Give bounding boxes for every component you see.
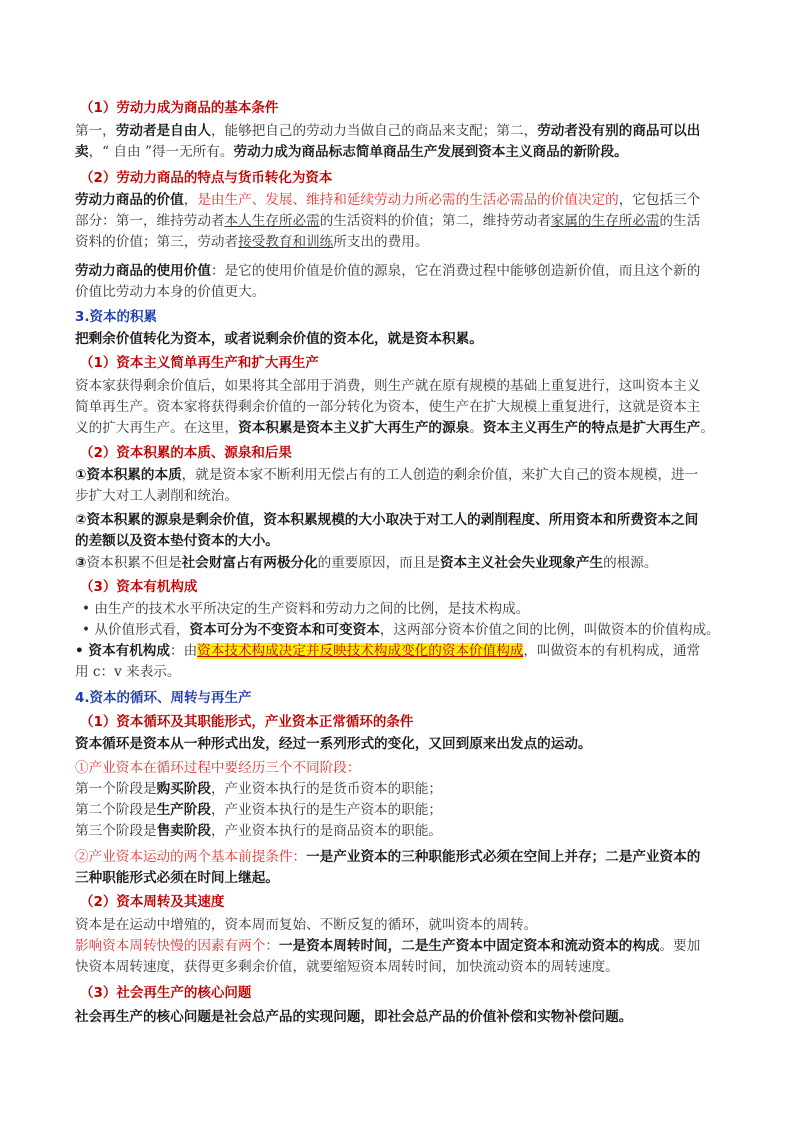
paragraph-line: 资本家获得剩余价值后，如果将其全部用于消费，则生产就在原有规模的基础上重复进行，这叫资本主义 xyxy=(75,378,701,394)
paragraph-line: 第一个阶段是购买阶段，产业资本执行的是货币资本的职能； xyxy=(75,781,443,797)
paragraph-line: 资本是在运动中增殖的，资本周而复始、不断反复的循环，就叫资本的周转。 xyxy=(75,917,538,933)
paragraph-line: 资料的价值；第三，劳动者接受教育和训练所支出的费用。 xyxy=(75,234,429,250)
paragraph-line: 劳动力商品的价值，是由生产、发展、维持和延续劳动力所必需的生活必需品的价值决定的，它包括三个 xyxy=(75,192,701,208)
paragraph-line: 价值比劳动力本身的价值更大。 xyxy=(75,284,266,300)
paragraph-line: 第三个阶段是售卖阶段，产业资本执行的是商品资本的职能。 xyxy=(75,823,443,839)
heading-labor-commodity-features: （2）劳动力商品的特点与货币转化为资本 xyxy=(80,170,333,186)
paragraph-line: 步扩大对工人剥削和统治。 xyxy=(75,488,239,504)
heading-social-reproduction: （3）社会再生产的核心问题 xyxy=(80,985,252,1001)
paragraph-line: 部分：第一，维持劳动者本人生存所必需的生活资料的价值；第二，维持劳动者家属的生存所必需的生活 xyxy=(75,213,701,229)
paragraph-line: ①资本积累的本质，就是资本家不断利用无偿占有的工人创造的剩余价值，来扩大自己的资本规模，进一 xyxy=(75,467,699,483)
paragraph-line: 影响资本周转快慢的因素有两个：一是资本周转时间，二是生产资本中固定资本和流动资本的构成。要加 xyxy=(75,938,701,954)
heading-essence: （2）资本积累的本质、源泉和后果 xyxy=(80,445,292,461)
paragraph-line: 第二个阶段是生产阶段，产业资本执行的是生产资本的职能； xyxy=(75,802,443,818)
heading-circulation: 4.资本的循环、周转与再生产 xyxy=(75,690,252,706)
paragraph-line: ②资本积累的源泉是剩余价值，资本积累规模的大小取决于对工人的剥削程度、所用资本和所费资本之间 xyxy=(75,512,699,528)
heading-organic-composition: （3）资本有机构成 xyxy=(80,579,198,595)
definition-circuit: 资本循环是资本从一种形式出发，经过一系列形式的变化，又回到原来出发点的运动。 xyxy=(75,736,592,752)
paragraph-line: 的差额以及资本垫付资本的大小。 xyxy=(75,533,279,549)
heading-reproduction: （1）资本主义简单再生产和扩大再生产 xyxy=(80,355,319,371)
paragraph-line: 快资本周转速度，获得更多剩余价值，就要缩短资本周转时间，加快流动资本的周转速度。 xyxy=(75,959,619,975)
heading-circuit-forms: （1）资本循环及其职能形式，产业资本正常循环的条件 xyxy=(80,714,414,730)
paragraph-line: ②产业资本运动的两个基本前提条件：一是产业资本的三种职能形式必须在空间上并存；二是产业资本的 xyxy=(75,849,701,865)
heading-turnover: （2）资本周转及其速度 xyxy=(80,894,225,910)
paragraph-line: 第一，劳动者是自由人，能够把自己的劳动力当做自己的商品来支配；第二，劳动者没有别的商品可以出 xyxy=(75,123,701,139)
highlighted-text: 资本技术构成决定并反映技术构成变化的资本价值构成 xyxy=(197,643,524,659)
bullet-item: • 从价值形式看，资本可分为不变资本和可变资本，这两部分资本价值之间的比例，叫做资本的价值构成。 xyxy=(82,622,720,638)
paragraph-line: 义的扩大再生产。在这里，资本积累是资本主义扩大再生产的源泉。资本主义再生产的特点是扩大再生产。 xyxy=(75,420,714,436)
paragraph-line: ①产业资本在循环过程中要经历三个不同阶段： xyxy=(75,760,361,776)
paragraph-line: 劳动力商品的使用价值：是它的使用价值是价值的源泉，它在消费过程中能够创造新价值，而且这个新的 xyxy=(75,263,701,279)
paragraph-line: 简单再生产。资本家将获得剩余价值的一部分转化为资本，使生产在扩大规模上重复进行，这就是资本主 xyxy=(75,399,701,415)
heading-capital-accumulation: 3.资本的积累 xyxy=(75,309,158,325)
paragraph-line: ③资本积累不但是社会财富占有两极分化的重要原因，而且是资本主义社会失业现象产生的根源。 xyxy=(75,555,658,571)
paragraph-line: 卖，“ 自由 ”得一无所有。劳动力成为商品标志简单商品生产发展到资本主义商品的新阶段。 xyxy=(75,144,628,160)
paragraph-line: 三种职能形式必须在时间上继起。 xyxy=(75,870,279,886)
paragraph-line: 用 c：v 来表示。 xyxy=(75,664,181,680)
bullet-item: • 由生产的技术水平所决定的生产资料和劳动力之间的比例，是技术构成。 xyxy=(82,601,530,617)
definition-accumulation: 把剩余价值转化为资本，或者说剩余价值的资本化，就是资本积累。 xyxy=(75,331,483,347)
heading-labor-commodity-conditions: （1）劳动力成为商品的基本条件 xyxy=(80,100,279,116)
paragraph-line: 社会再生产的核心问题是社会总产品的实现问题，即社会总产品的价值补偿和实物补偿问题。 xyxy=(75,1009,633,1025)
bullet-item: • 资本有机构成：由资本技术构成决定并反映技术构成变化的资本价值构成，叫做资本的有机构成，通常 xyxy=(75,643,701,659)
